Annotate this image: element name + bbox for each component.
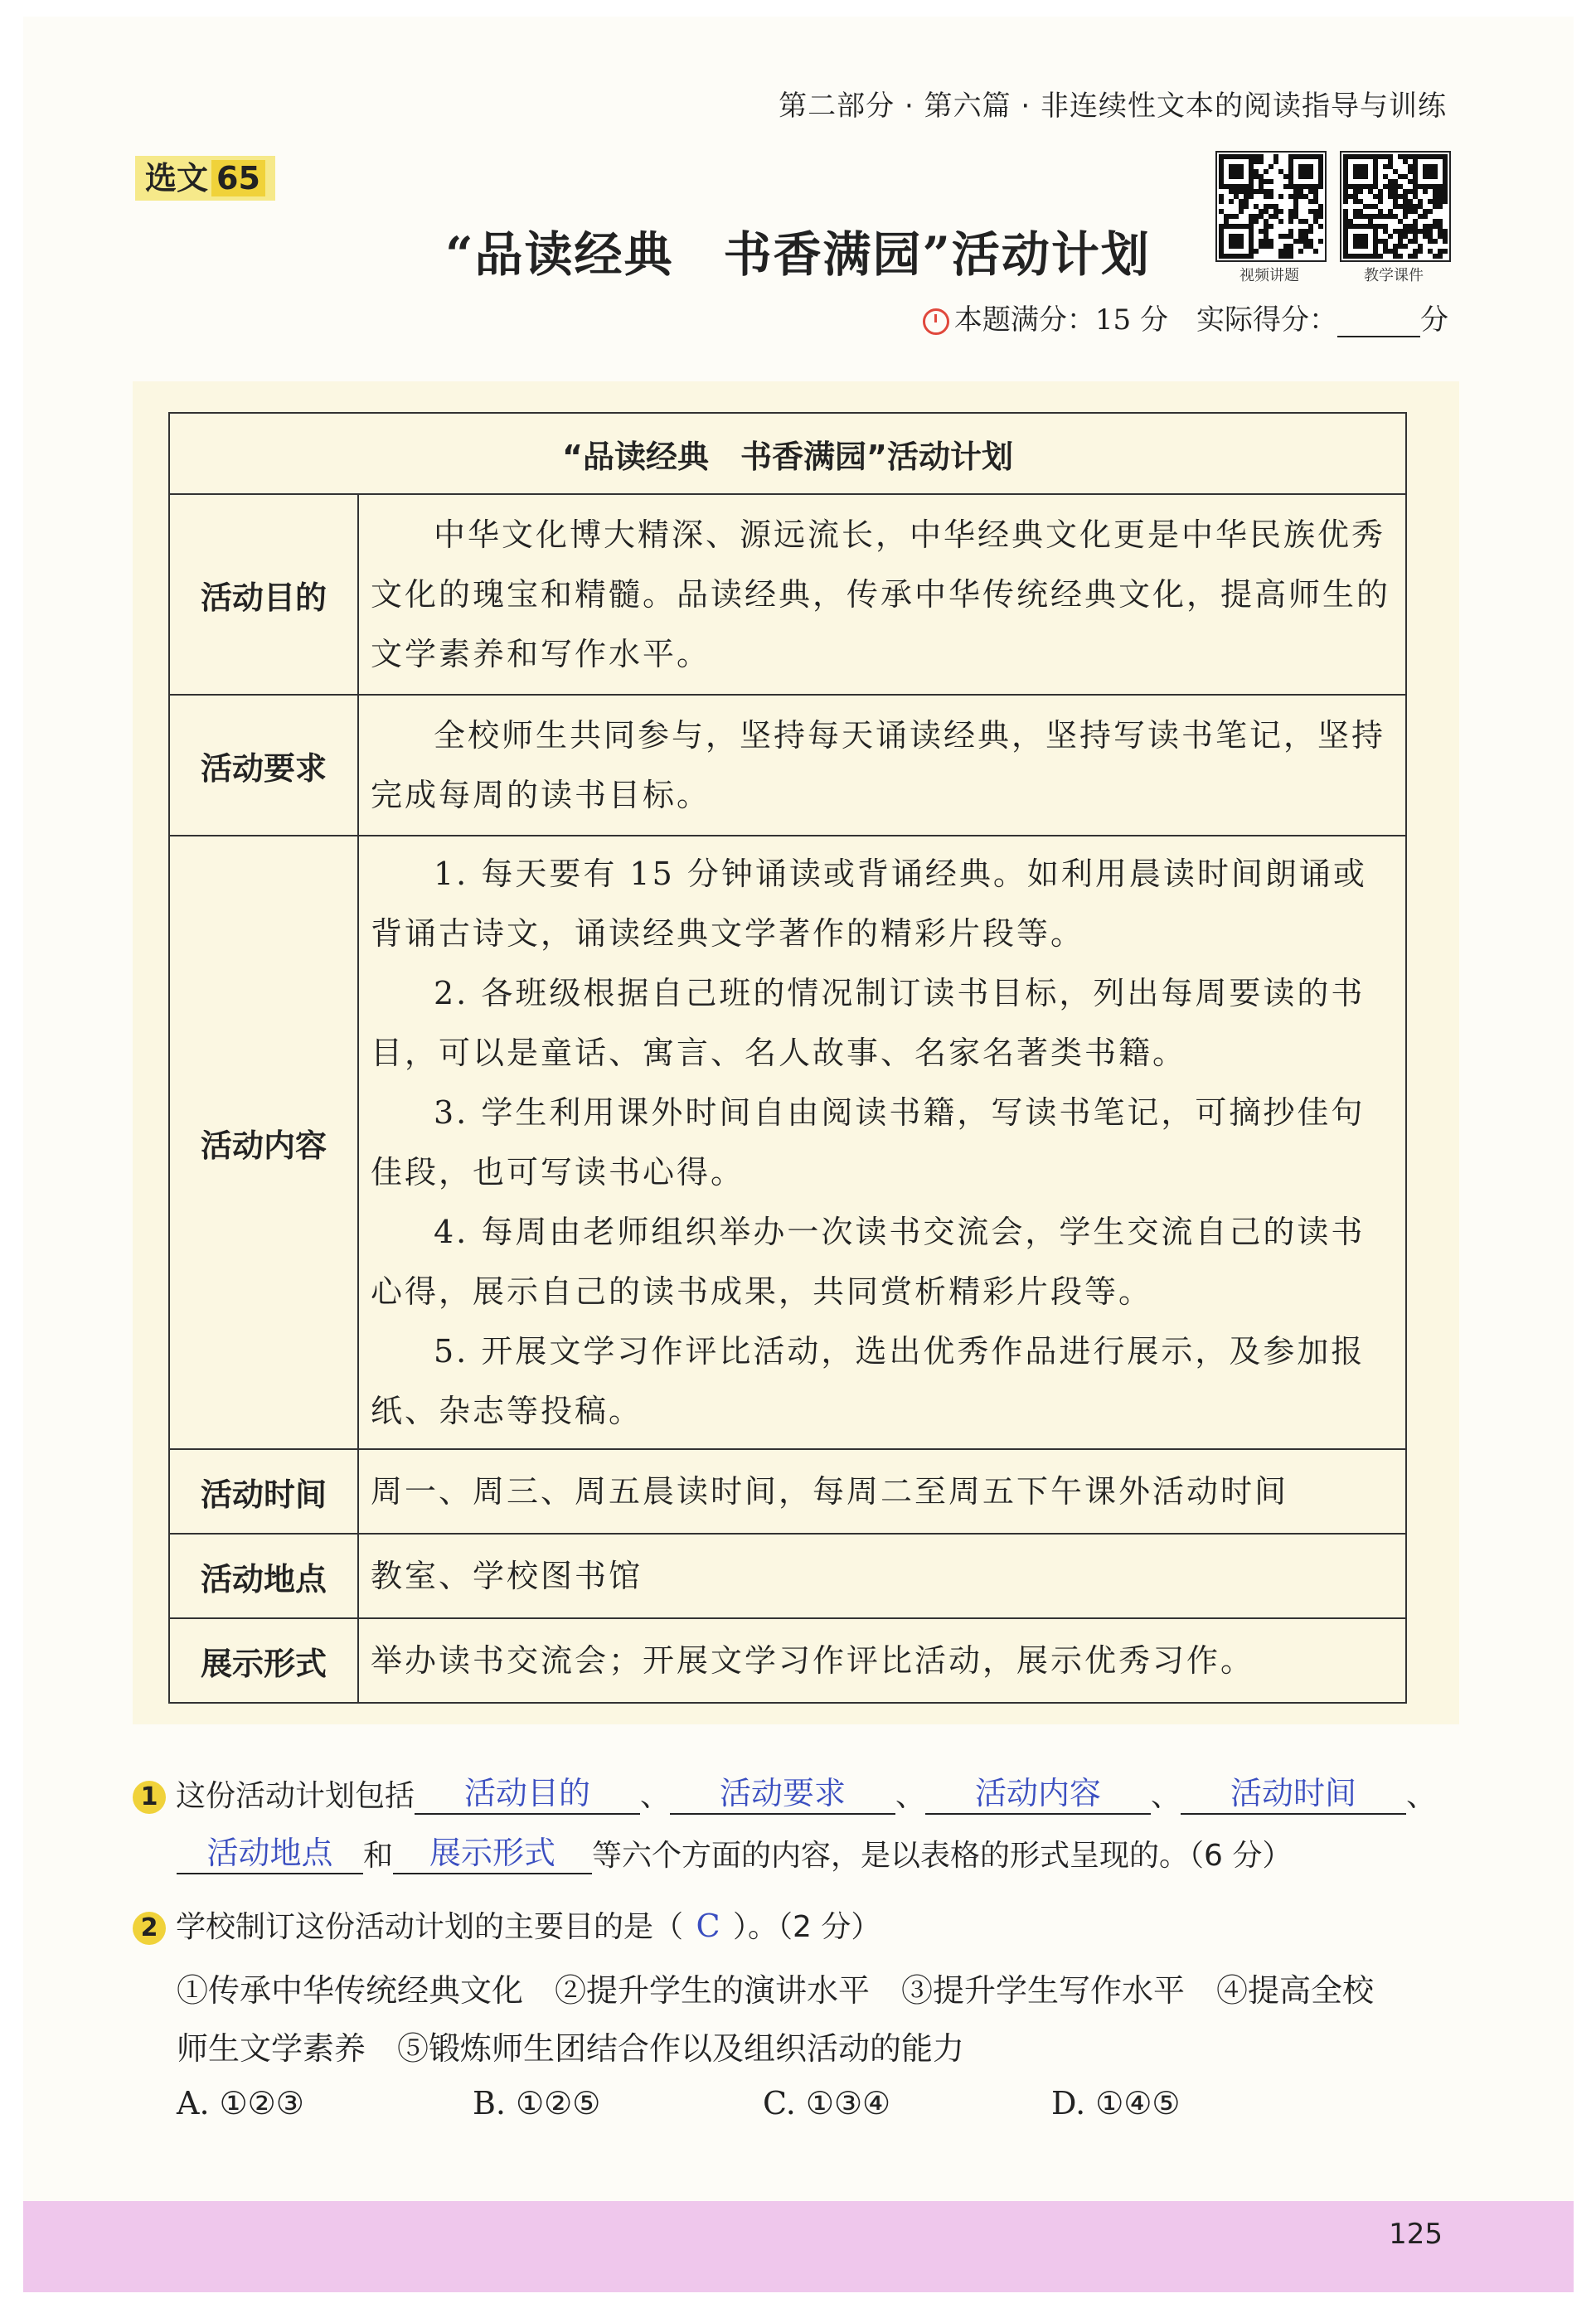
question-1-line-1 xyxy=(133,1772,1436,1815)
qr-module xyxy=(1239,209,1244,214)
q2-stem-line-2: 师生文学素养 ⑤锻炼师生团结合作以及组织活动的能力 xyxy=(177,2030,965,2067)
qr-module xyxy=(1318,184,1323,189)
qr-module xyxy=(1433,174,1438,179)
actual-score-blank[interactable] xyxy=(1337,311,1420,337)
q1-text-a: 这份活动计划包括 xyxy=(176,1779,415,1813)
q1-and: 和 xyxy=(363,1839,394,1873)
q1-sep: 、 xyxy=(895,1779,926,1813)
q2-option-a[interactable]: A. ①②③ xyxy=(177,2085,304,2121)
location-paragraph: 教室、学校图书馆 xyxy=(371,1558,643,1594)
qr-module xyxy=(1363,174,1368,179)
qr-module xyxy=(1278,209,1283,214)
q1-answer-3[interactable]: 活动内容 xyxy=(925,1773,1151,1815)
q2-option-c[interactable]: C. ①③④ xyxy=(763,2085,891,2121)
qr-module xyxy=(1229,199,1234,204)
q1-answer-2[interactable]: 活动要求 xyxy=(670,1773,895,1815)
qr-module xyxy=(1378,199,1383,204)
qr-label-video: 视频讲题 xyxy=(1239,267,1299,284)
row-label-content: 活动内容 xyxy=(169,836,358,1449)
qr-module xyxy=(1259,159,1264,164)
qr-module xyxy=(1269,164,1273,169)
q1-sep: 、 xyxy=(1151,1779,1181,1813)
row-content-location xyxy=(358,1534,1406,1618)
qr-module xyxy=(1244,204,1249,209)
qr-module xyxy=(1273,159,1278,164)
q2-text-b: ）。（2 分） xyxy=(733,1910,881,1944)
time-paragraph: 周一、周三、周五晨读时间，每周二至周五下午课外活动时间 xyxy=(371,1473,1289,1510)
content-item-2: 2. 各班级根据自己班的情况制订读书目标，列出每周要读的书目，可以是童话、寓言、名人故事、名家名著类书籍。 xyxy=(371,975,1366,1071)
activity-plan-table xyxy=(168,412,1407,1704)
qr-module xyxy=(1264,169,1269,174)
purpose-paragraph: 中华文化博大精深、源远流长，中华经典文化更是中华民族优秀文化的瑰宝和精髓。品读经典，传承中华传统经典文化，提高师生的文学素养和写作水平。 xyxy=(371,516,1391,672)
clock-icon xyxy=(923,308,949,335)
question-2-line xyxy=(133,1903,880,1946)
row-content-content xyxy=(358,836,1406,1449)
actual-score-label: 实际得分： xyxy=(1196,303,1337,337)
page-title: “品读经典 书香满园”活动计划 xyxy=(445,226,1151,283)
question-number-2: 2 xyxy=(133,1912,166,1945)
display-paragraph: 举办读书交流会；开展文学习作评比活动，展示优秀习作。 xyxy=(371,1642,1255,1679)
qr-module xyxy=(1343,199,1348,204)
row-content-display xyxy=(358,1618,1406,1703)
footer-band xyxy=(23,2201,1574,2292)
q1-answer-4[interactable]: 活动时间 xyxy=(1181,1773,1406,1815)
qr-module xyxy=(1219,199,1224,204)
row-label-location: 活动地点 xyxy=(169,1534,358,1618)
row-label-display: 展示形式 xyxy=(169,1618,358,1703)
content-item-1: 1. 每天要有 15 分钟诵读或背诵经典。如利用晨读时间朗诵或背诵古诗文，诵读经典文学著作的精彩片段等。 xyxy=(371,856,1367,952)
row-content-time xyxy=(358,1449,1406,1534)
row-label-time: 活动时间 xyxy=(169,1449,358,1534)
page-number: 125 xyxy=(1389,2218,1443,2251)
content-item-5: 5. 开展文学习作评比活动，选出优秀作品进行展示，及参加报纸、杂志等投稿。 xyxy=(371,1333,1366,1429)
qr-module xyxy=(1428,209,1433,214)
q1-answer-5[interactable]: 活动地点 xyxy=(177,1833,363,1874)
qr-module xyxy=(1269,194,1273,199)
question-1-line-2 xyxy=(177,1832,1292,1874)
qr-module xyxy=(1438,204,1443,209)
score-unit: 分 xyxy=(1420,303,1448,337)
row-label-requirements: 活动要求 xyxy=(169,695,358,836)
q1-sep: 、 xyxy=(1406,1779,1437,1813)
qr-module xyxy=(1358,189,1363,194)
table-title: “品读经典 书香满园”活动计划 xyxy=(169,413,1406,494)
score-line xyxy=(923,297,1448,337)
qr-module xyxy=(1308,174,1313,179)
section-badge xyxy=(135,156,275,201)
full-score: 本题满分：15 分 xyxy=(953,303,1168,337)
section-number: 65 xyxy=(211,160,265,196)
requirements-paragraph: 全校师生共同参与，坚持每天诵读经典，坚持写读书笔记，坚持完成每周的读书目标。 xyxy=(371,717,1386,813)
section-label: 选文 xyxy=(145,160,209,196)
q2-option-d[interactable]: D. ①④⑤ xyxy=(1051,2085,1181,2121)
q2-answer[interactable]: C xyxy=(696,1908,720,1944)
qr-label-courseware: 教学课件 xyxy=(1364,267,1424,284)
row-content-requirements xyxy=(358,695,1406,836)
qr-module xyxy=(1443,199,1448,204)
qr-module xyxy=(1239,174,1244,179)
qr-module xyxy=(1423,189,1428,194)
qr-module xyxy=(1269,179,1273,184)
qr-module xyxy=(1249,194,1254,199)
q1-answer-6[interactable]: 展示形式 xyxy=(393,1833,592,1874)
q2-text-a: 学校制订这份活动计划的主要目的是（ xyxy=(176,1910,684,1944)
question-number-1: 1 xyxy=(133,1781,166,1814)
content-item-4: 4. 每周由老师组织举办一次读书交流会，学生交流自己的读书心得，展示自己的读书成果，共同赏析精彩片段等。 xyxy=(371,1214,1366,1310)
q1-answer-1[interactable]: 活动目的 xyxy=(415,1773,640,1815)
running-header: 第二部分 · 第六篇 · 非连续性文本的阅读指导与训练 xyxy=(779,90,1447,123)
q2-option-b[interactable]: B. ①②⑤ xyxy=(473,2085,601,2121)
content-item-3: 3. 学生利用课外时间自由阅读书籍，写读书笔记，可摘抄佳句佳段，也可写读书心得。 xyxy=(371,1094,1366,1190)
row-label-purpose: 活动目的 xyxy=(169,494,358,695)
qr-module xyxy=(1278,194,1283,199)
row-content-purpose xyxy=(358,494,1406,695)
q1-sep: 、 xyxy=(640,1779,671,1813)
q1-text-b: 等六个方面的内容，是以表格的形式呈现的。（6 分） xyxy=(592,1839,1293,1873)
q2-stem-line-1: ①传承中华传统经典文化 ②提升学生的演讲水平 ③提升学生写作水平 ④提高全校 xyxy=(177,1972,1375,2009)
